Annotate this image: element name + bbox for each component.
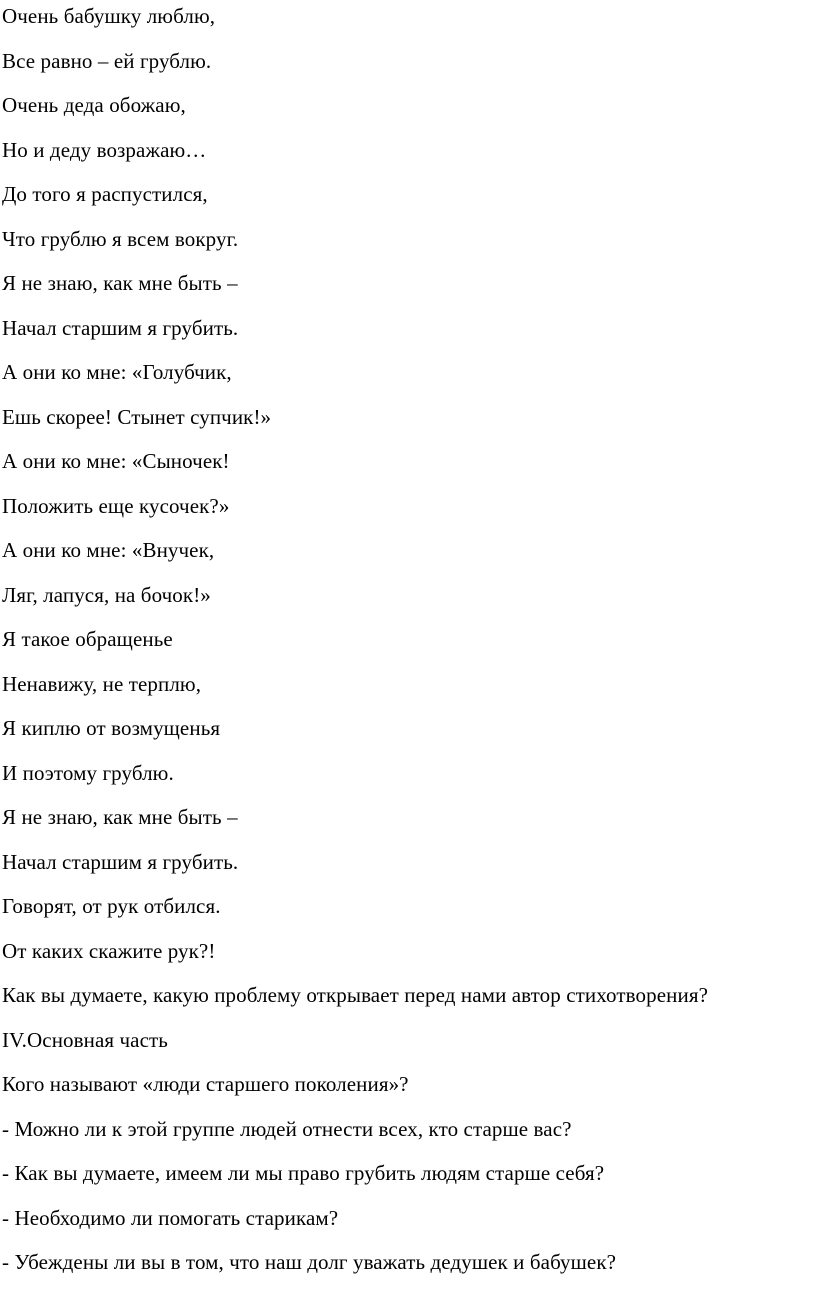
question-item: - Убеждены ли вы в том, что наш долг уважать дедушек и бабушек? — [2, 1250, 617, 1274]
poem-line: Я киплю от возмущенья — [2, 716, 221, 740]
poem-line: Я не знаю, как мне быть – — [2, 271, 238, 295]
poem-line: А они ко мне: «Голубчик, — [2, 360, 232, 384]
poem-line: Я не знаю, как мне быть – — [2, 805, 238, 829]
poem-line: Говорят, от рук отбился. — [2, 894, 221, 918]
poem-line: Я такое обращенье — [2, 627, 173, 651]
poem-line: И поэтому грублю. — [2, 760, 174, 785]
poem-line: Ляг, лапуся, на бочок!» — [2, 582, 211, 607]
poem-line: Очень деда обожаю, — [2, 93, 186, 117]
question-line: Как вы думаете, какую проблему открывает перед нами автор стихотворения? — [2, 983, 709, 1007]
poem-line: Все равно – ей грублю. — [2, 48, 212, 73]
poem-line: Очень бабушку люблю, — [2, 4, 216, 28]
question-line: Кого называют «люди старшего поколения»? — [2, 1072, 409, 1096]
poem-line: Положить еще кусочек?» — [2, 493, 230, 518]
section-heading: IV.Основная часть — [2, 1027, 168, 1052]
poem-line: Ненавижу, не терплю, — [2, 671, 202, 696]
poem-line: А они ко мне: «Внучек, — [2, 538, 215, 562]
poem-line: Начал старшим я грубить. — [2, 315, 239, 340]
document-text — [2, 0, 816, 1291]
poem-line: Но и деду возражаю… — [2, 137, 207, 162]
poem-line: А они ко мне: «Сыночек! — [2, 449, 230, 473]
poem-line: От каких скажите рук?! — [2, 938, 216, 963]
question-item: - Необходимо ли помогать старикам? — [2, 1205, 339, 1230]
poem-line: До того я распустился, — [2, 182, 208, 206]
question-item: - Как вы думаете, имеем ли мы право грубить людям старше себя? — [2, 1161, 605, 1185]
poem-line: Начал старшим я грубить. — [2, 849, 239, 874]
question-item: - Можно ли к этой группе людей отнести всех, кто старше вас? — [2, 1116, 572, 1141]
poem-line: Ешь скорее! Стынет супчик!» — [2, 404, 272, 429]
poem-line: Что грублю я всем вокруг. — [2, 226, 239, 251]
